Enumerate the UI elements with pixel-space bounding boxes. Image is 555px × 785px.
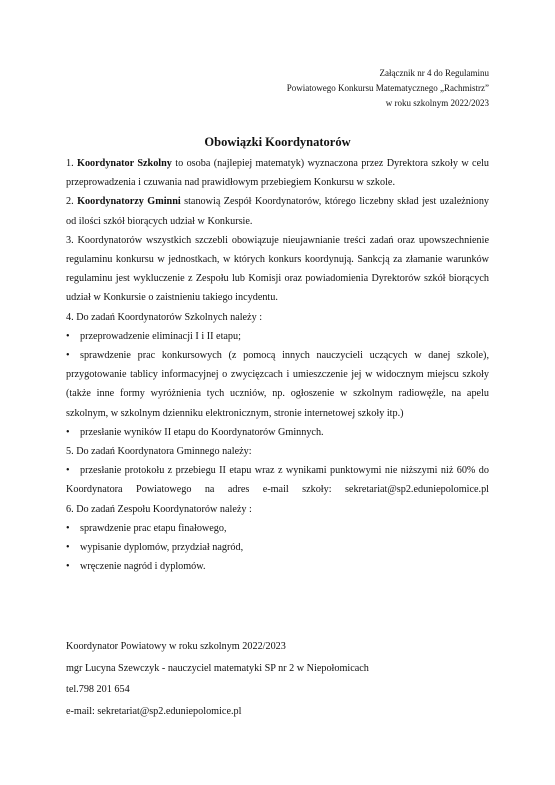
bullet-text: wypisanie dyplomów, przydział nagród, (80, 542, 244, 554)
bullet-icon: • (66, 542, 70, 554)
bullet-text: wręczenie nagród i dyplomów. (80, 561, 206, 573)
section-4-bullet-3 (66, 423, 489, 442)
bullet-icon: • (66, 465, 70, 477)
section-2-bold: Koordynatorzy Gminni (77, 196, 181, 208)
bullet-text: przeprowadzenie eliminacji I i II etapu; (80, 330, 241, 342)
section-6-bullet-1 (66, 519, 489, 538)
section-5-heading: 5. Do zadań Koordynatora Gminnego należy: (66, 446, 252, 458)
header-line-3: w roku szkolnym 2022/2023 (385, 98, 489, 108)
footer-line-2: mgr Lucyna Szewczyk - nauczyciel matematyki SP nr 2 w Niepołomicach (66, 662, 369, 674)
section-2 (66, 192, 489, 230)
section-1-number: 1. (66, 158, 74, 169)
section-6-bullet-3 (66, 557, 489, 576)
bullet-text: przesłanie wyników II etapu do Koordynatorów Gminnych. (80, 426, 324, 438)
section-6-bullet-2 (66, 538, 489, 557)
attachment-header (69, 66, 489, 111)
footer-phone: tel.798 201 654 (66, 684, 130, 695)
section-6-heading: 6. Do zadań Zespołu Koordynatorów należy : (66, 503, 252, 515)
footer-email: e-mail: sekretariat@sp2.eduniepolomice.pl (66, 705, 242, 717)
section-3: 3. Koordynatorów wszystkich szczebli obowiązuje nieujawnianie treści zadań oraz upowszechnienie regulaminu konkursu w jednostkach, w których konkurs koordynują. Sankcją za złamanie warunków regulaminu jest wykluczenie z Zespołu lub Komisji oraz powiadomienia Dyrektorów szkół biorących udział w Konkursie o zaistnieniu takiego incydentu. (66, 234, 489, 304)
bullet-icon: • (66, 426, 70, 438)
bullet-icon: • (66, 561, 70, 573)
section-4-heading: 4. Do zadań Koordynatorów Szkolnych należy : (66, 311, 263, 323)
section-2-text: stanowią Zespół Koordynatorów, którego liczebny skład jest uzależniony od ilości szkół biorących udział w Konkursie. (66, 196, 490, 227)
bullet-text: sprawdzenie prac konkursowych (z pomocą innych nauczycieli uczących w danej szkole), przygotowanie tablicy informacyjnej o zwycięzcach i umieszczenie jej w widocznym miejscu szkoły (także inne formy wyróżnienia tych uczniów, np. ogłoszenie w szkolnym radiowęźle, na apelu szkolnym, w szkolnym dzienniku elektronicznym, stronie internetowej szkoły itp.) (66, 350, 489, 419)
document-title: Obowiązki Koordynatorów (204, 135, 351, 149)
header-line-2: Powiatowego Konkursu Matematycznego „Rachmistrz” (286, 83, 489, 93)
bullet-icon: • (66, 350, 70, 362)
footer-line-1: Koordynator Powiatowy w roku szkolnym 2022/2023 (66, 641, 286, 652)
section-4-bullet-1 (66, 327, 489, 346)
bullet-text: przesłanie protokołu z przebiegu II etapu wraz z wynikami punktowymi nie niższymi niż 60% do Koordynatora Powiatowego na adres e-mail szkoły: sekretariat@sp2.eduniepolomice.pl (66, 465, 489, 496)
section-2-number: 2. (66, 196, 74, 208)
section-5-bullet (66, 461, 489, 499)
section-1-bold: Koordynator Szkolny (77, 158, 172, 169)
document-body (66, 154, 489, 576)
section-1-text: to osoba (najlepiej matematyk) wyznaczona przez Dyrektora szkoły w celu przeprowadzenia i czuwania nad prawidłowym przebiegiem Konkursu w szkole. (66, 158, 490, 189)
bullet-text: sprawdzenie prac etapu finałowego, (80, 522, 227, 534)
section-4-bullet-2 (66, 346, 489, 423)
section-1 (66, 154, 489, 192)
bullet-icon: • (66, 330, 70, 342)
header-line-1: Załącznik nr 4 do Regulaminu (379, 68, 489, 78)
coordinator-footer (66, 636, 489, 722)
bullet-icon: • (66, 522, 70, 534)
